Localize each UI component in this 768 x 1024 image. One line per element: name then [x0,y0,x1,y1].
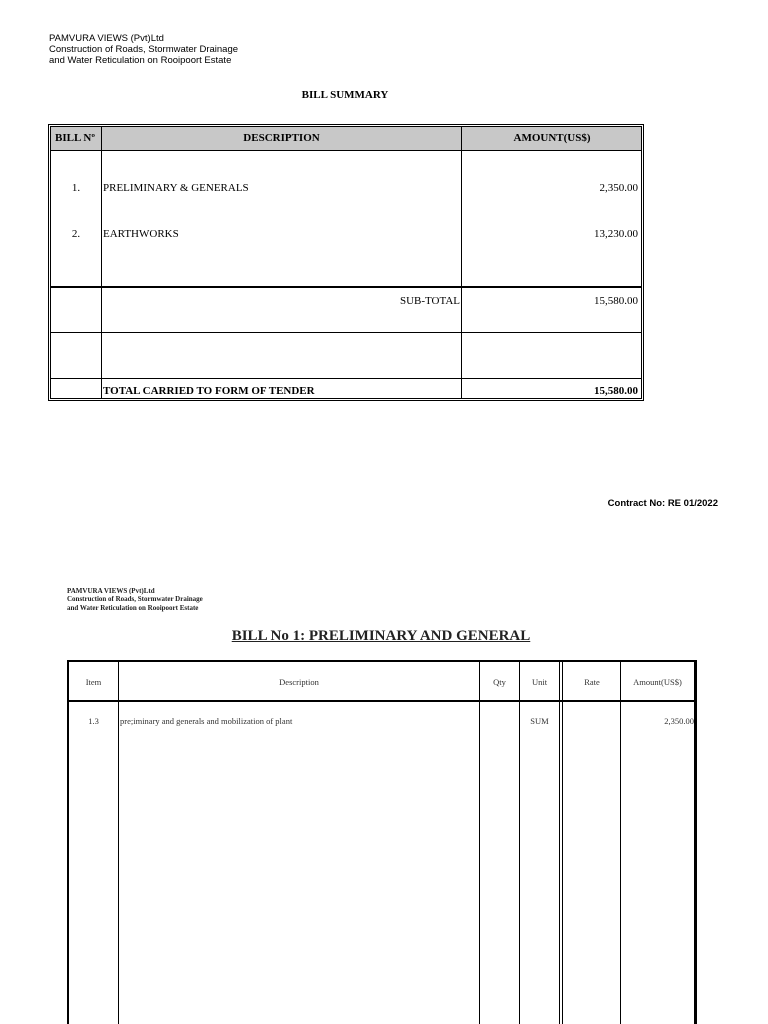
bill1-row-1-amount: 2,350.00 [664,716,694,726]
col-divider [101,127,102,398]
column-header-amount: AMOUNT(US$) [513,132,591,144]
column-header-item: Item [85,677,102,687]
summary-row-1-amount: 2,350.00 [599,182,638,194]
bill-summary-title: BILL SUMMARY [301,89,389,101]
header-divider [69,700,694,702]
subtotal-amount: 15,580.00 [594,295,638,307]
column-header-amount: Amount(US$) [633,677,682,687]
summary-row-1-description: PRELIMINARY & GENERALS [103,182,249,194]
bill-summary-table [48,124,644,401]
bill1-row-1-item: 1.3 [88,716,99,726]
col-divider [479,662,480,1024]
total-label: TOTAL CARRIED TO FORM OF TENDER [103,385,315,397]
company-header [49,33,238,66]
project-line-1: Construction of Roads, Stormwater Drainage [67,595,203,604]
project-line-2: and Water Reticulation on Rooipoort Estate [67,603,199,612]
total-amount: 15,580.00 [594,385,638,397]
contract-number: Contract No: RE 01/2022 [607,498,718,509]
bill1-row-1-unit: SUM [530,716,549,726]
col-divider [118,662,119,1024]
column-header-description: Description [279,677,319,687]
col-divider-double [559,662,563,1024]
summary-row-2-no: 2. [71,228,81,240]
project-line-1: Construction of Roads, Stormwater Drainage [49,44,239,55]
col-divider [461,127,462,398]
column-header-qty: Qty [493,677,506,687]
row-divider [51,378,641,379]
bill1-row-1-description: pre;iminary and generals and mobilization of plant [120,716,293,726]
company-header-bill1 [67,587,203,612]
company-name: PAMVURA VIEWS (Pvt)Ltd [49,33,164,44]
row-divider [51,150,641,151]
row-divider [51,332,641,333]
summary-row-1-no: 1. [71,182,81,194]
row-divider [51,286,641,288]
bill1-table [67,660,697,1024]
subtotal-label: SUB-TOTAL [399,295,460,307]
company-name: PAMVURA VIEWS (Pvt)Ltd [67,587,155,595]
bill1-title: BILL No 1: PRELIMINARY AND GENERAL [231,628,531,644]
column-header-rate: Rate [584,677,600,687]
column-header-bill-no: BILL Nº [55,132,96,144]
summary-row-2-description: EARTHWORKS [103,228,179,240]
column-header-description: DESCRIPTION [243,132,320,144]
summary-row-2-amount: 13,230.00 [594,228,638,240]
project-line-2: and Water Reticulation on Rooipoort Estate [49,55,232,66]
column-header-unit: Unit [531,677,548,687]
